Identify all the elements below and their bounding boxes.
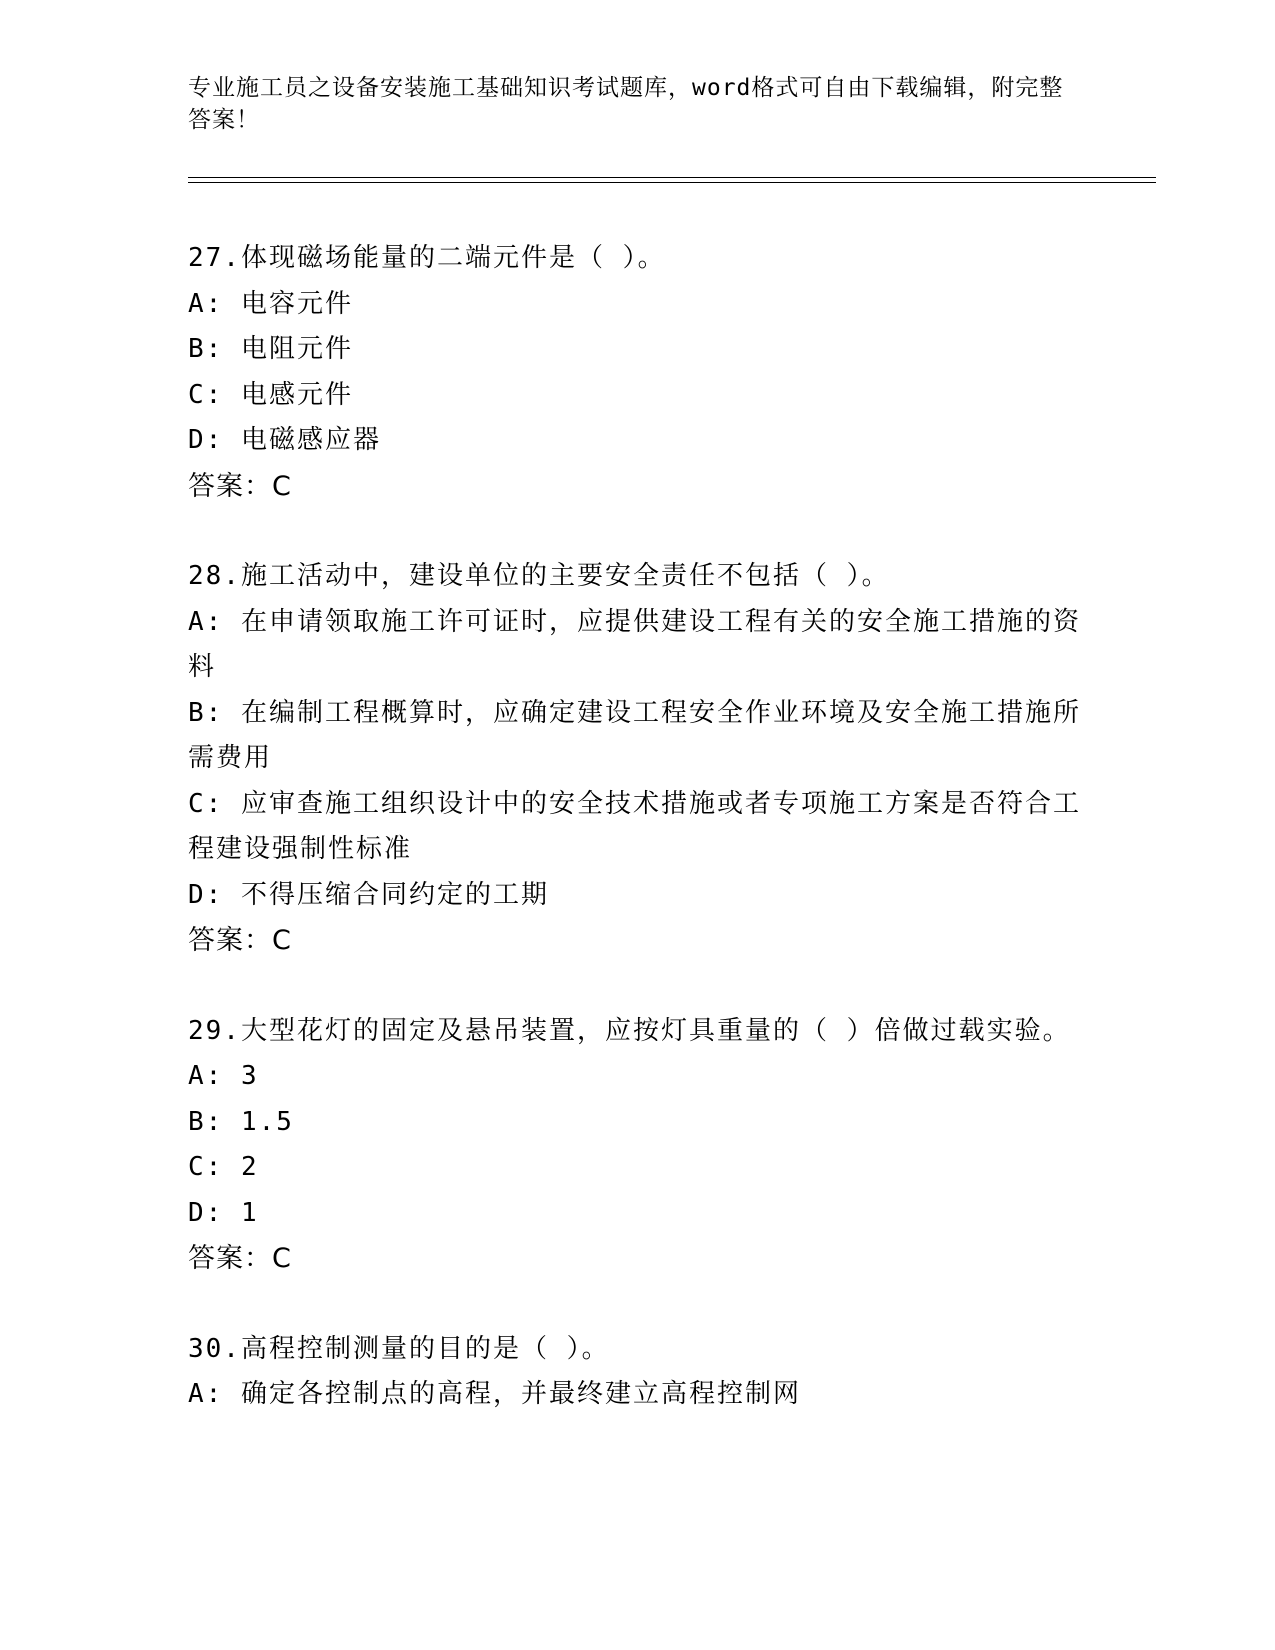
option-b: B: 1.5: [188, 1106, 294, 1137]
question-stem: 27.体现磁场能量的二端元件是（ ）。: [188, 243, 666, 273]
option-a: A: 确定各控制点的高程，并最终建立高程控制网: [188, 1379, 801, 1409]
answer: 答案：C: [188, 470, 292, 502]
option-a: A: 电容元件: [188, 288, 353, 319]
answer: 答案：C: [188, 925, 292, 956]
question-28: [188, 554, 1088, 964]
document-header: 专业施工员之设备安装施工基础知识考试题库，word格式可自由下载编辑，附完整答案！: [188, 75, 1064, 133]
question-stem: 30.高程控制测量的目的是（ ）。: [188, 1333, 610, 1364]
option-c: C: 应审查施工组织设计中的安全技术措施或者专项施工方案是否符合工程建设强制性标准: [188, 788, 1081, 864]
option-d: D: 电磁感应器: [188, 425, 381, 455]
question-27: [188, 236, 1088, 509]
option-b: B: 在编制工程概算时，应确定建设工程安全作业环境及安全施工措施所需费用: [188, 697, 1081, 773]
answer: 答案：C: [188, 1243, 292, 1274]
question-30: [188, 1327, 1088, 1418]
question-29: [188, 1009, 1088, 1282]
option-c: C: 2: [188, 1152, 259, 1182]
question-stem: 28.施工活动中，建设单位的主要安全责任不包括（ ）。: [188, 561, 890, 591]
option-d: D: 1: [188, 1197, 259, 1228]
header-divider-bottom: [188, 182, 1156, 183]
option-c: C: 电感元件: [188, 379, 353, 410]
option-d: D: 不得压缩合同约定的工期: [188, 879, 549, 910]
header-divider-top: [188, 177, 1156, 178]
option-a: A: 3: [188, 1061, 259, 1091]
option-b: B: 电阻元件: [188, 334, 353, 364]
option-a: A: 在申请领取施工许可证时，应提供建设工程有关的安全施工措施的资料: [188, 606, 1081, 682]
question-list: [188, 236, 1088, 1463]
question-stem: 29.大型花灯的固定及悬吊装置，应按灯具重量的（ ）倍做过载实验。: [188, 1015, 1071, 1046]
